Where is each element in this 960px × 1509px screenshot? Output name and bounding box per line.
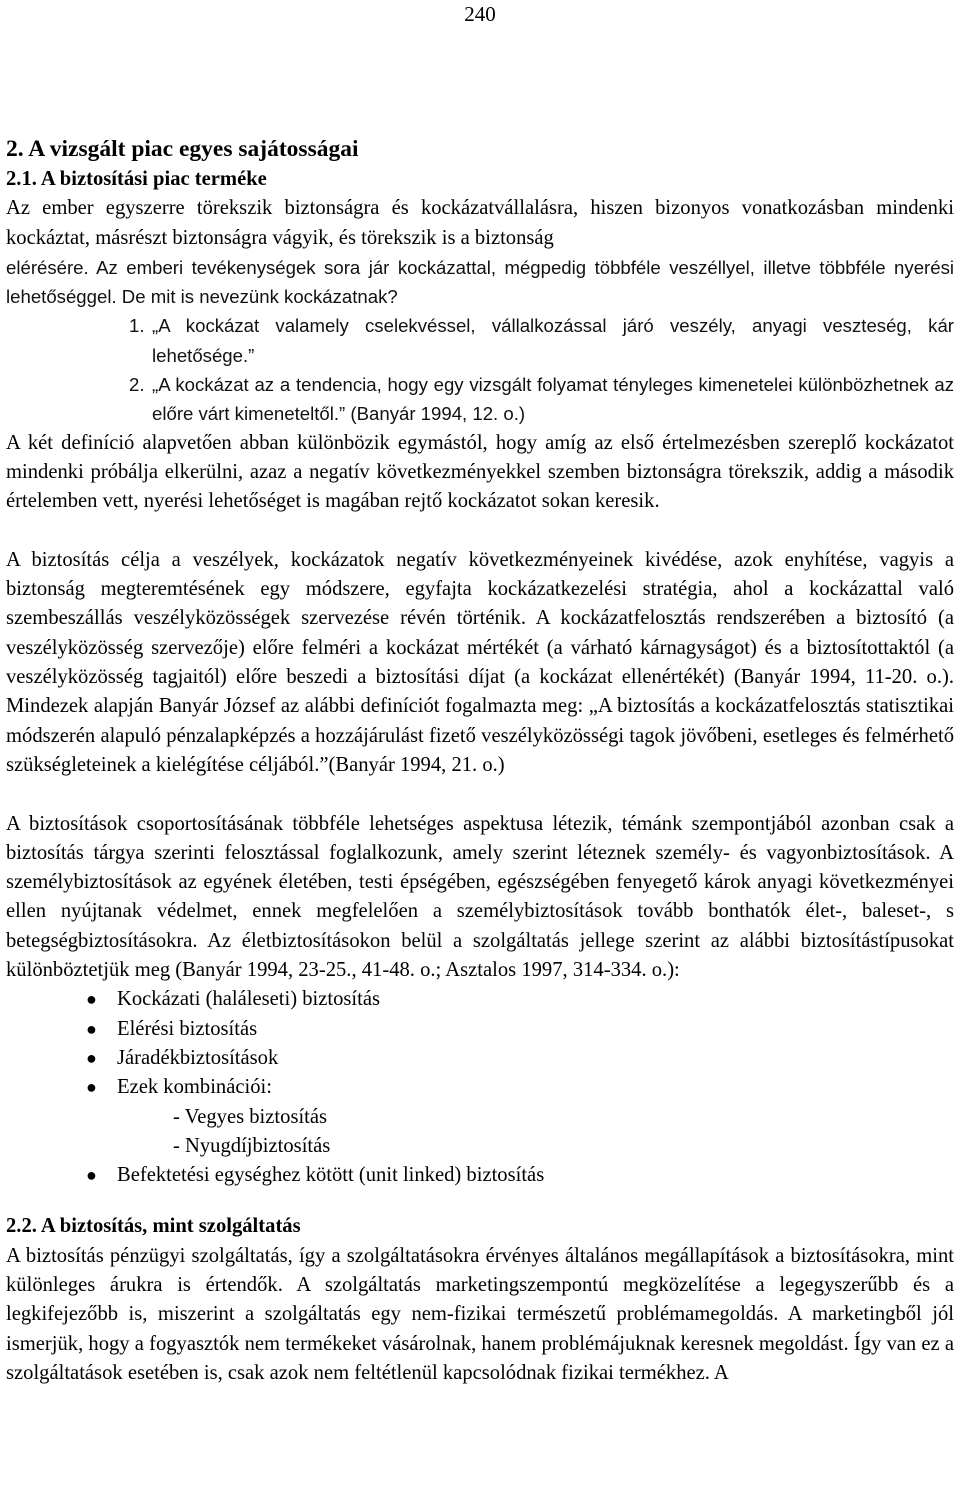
insurance-grouping-paragraph: A biztosítások csoportosításának többféle lehetséges aspektusa létezik, témánk szempontjából azonban csak a biztosítás tárgya szerinti felosztással foglalkozunk, amely szerint léteznek személy- és vagyonbiztosítások. A személybiztosítások az egyének életében, testi épségében, egészségében fenyegető károk anyagi következményei ellen nyújtanak védelmet, ennek megfelelően a személybiztosítások tovább bonthatók élet-, baleset-, s betegségbiztosításokra. Az életbiztosításokon belül a szolgáltatás jellege szerint az alábbi biztosítástípusokat különböztetjük meg (Banyár 1994, 23-25., 41-48. o.; Asztalos 1997, 314-334. o.): — [6, 812, 954, 982]
subsection-title-2-1: 2.1. A biztosítási piac terméke — [6, 168, 267, 190]
paragraph-gap — [6, 780, 954, 809]
page-number: 240 — [464, 2, 496, 26]
intro-paragraph-serif: Az ember egyszerre törekszik biztonságra és kockázatvállalásra, hiszen bizonyos vonatkozásban mindenki kockáztat, másrészt biztonságra vágyik, és törekszik is a biztonság — [6, 197, 954, 249]
definition-text: „A kockázat az a tendencia, hogy egy vizsgált folyamat tényleges kimenetelei különbözhetnek az előre várt kimeneteltől.” (Banyár 1994, 12. o.) — [152, 374, 954, 425]
list-item — [6, 985, 954, 1014]
list-item-label: Befektetési egységhez kötött (unit linked) biztosítás — [117, 1164, 545, 1187]
list-item — [6, 1161, 954, 1190]
list-item — [6, 1015, 954, 1044]
intro-sans-block — [6, 253, 954, 429]
insurance-types-list — [6, 985, 954, 1190]
list-item-label: Járadékbiztosítások — [117, 1046, 279, 1069]
definitions-comparison-paragraph: A két definíció alapvetően abban különbözik egymástól, hogy amíg az első értelmezésben szereplő kockázatot mindenki próbálja elkerülni, azaz a negatív következményekkel szemben biztonságra törekszik, addig a második értelemben vett, nyerési lehetőséget is magában rejtő kockázatot sokan keresik. — [6, 431, 954, 513]
definition-item — [6, 311, 954, 370]
combination-subtypes-list — [117, 1103, 954, 1162]
definition-text: „A kockázat valamely cselekvéssel, vállalkozással járó veszély, anyagi veszteség, kár lehetősége.” — [152, 315, 954, 366]
list-item-label: Elérési biztosítás — [117, 1017, 258, 1040]
section-title: 2. A vizsgált piac egyes sajátosságai — [6, 136, 359, 162]
bullet-icon: ● — [86, 1047, 97, 1068]
bullet-icon: ● — [86, 1018, 97, 1039]
list-item — [6, 1044, 954, 1073]
section-gap — [6, 1190, 954, 1212]
subsection-title-2-2: 2.2. A biztosítás, mint szolgáltatás — [6, 1215, 301, 1238]
sub-list-item: - Nyugdíjbiztosítás — [173, 1134, 331, 1157]
insurance-purpose-paragraph: A biztosítás célja a veszélyek, kockázatok negatív következményeinek kivédése, azok enyhítése, vagyis a biztonság megteremtésének egy módszere, egyfajta kockázatkezelési stratégia, ahol a kockázattal való szembeszállás veszélyközösségek szervezése révén történik. A kockázatfelosztás rendszerében a biztosító (a veszélyközösség szervezője) előre felméri a kockázat mértékét (a várható kárnagyságot) és a biztosítottaktól (a veszélyközösség tagjaitól) előre beszedi a biztosítási díjat (a kockázat ellenértékét) (Banyár 1994, 11-20. o.). Mindezek alapján Banyár József az alábbi definíciót fogalmazta meg: „A biztosítás a kockázatfelosztás statisztikai módszerén alapuló pénzalapképzés a hozzájárulást fizető veszélyközösségi tagok jövőbeni, esetleges és felmérhető szükségleteinek a kielégítése céljából.”(Banyár 1994, 21. o.) — [6, 548, 954, 776]
list-item-label: Ezek kombinációi: — [117, 1076, 272, 1099]
paragraph-gap — [6, 517, 954, 546]
risk-definitions-list — [6, 311, 954, 428]
definition-item — [6, 370, 954, 429]
definition-number: 2. — [129, 374, 145, 396]
bullet-icon: ● — [86, 1165, 97, 1186]
definition-number: 1. — [129, 315, 145, 337]
intro-paragraph-sans: elérésére. Az emberi tevékenységek sora jár kockázattal, mégpedig többféle veszéllyel, illetve többféle nyerési lehetőséggel. De mit is nevezünk kockázatnak? — [6, 256, 954, 308]
bullet-icon: ● — [86, 1077, 97, 1098]
service-paragraph: A biztosítás pénzügyi szolgáltatás, így a szolgáltatásokra érvényes általános megállapítások a biztosításokra, mint különleges árukra is értendők. A szolgáltatás marketingszempontú megközelítése a legegyszerűbb és a legkifejezőbb is, miszerint a szolgáltatás egy nem-fizikai természetű problémamegoldás. A marketingből jól ismerjük, hogy a fogyasztók nem termékeket vásárolnak, hanem problémájuknak keresnek megoldást. Így van ez a szolgáltatások esetében is, csak azok nem feltétlenül kapcsolódnak fizikai termékhez. A — [6, 1244, 954, 1384]
sub-list-item: - Vegyes biztosítás — [173, 1105, 328, 1128]
bullet-icon: ● — [86, 989, 97, 1010]
page-content — [6, 133, 954, 1388]
list-item-label: Kockázati (haláleseti) biztosítás — [117, 988, 381, 1011]
list-item — [6, 1073, 954, 1161]
